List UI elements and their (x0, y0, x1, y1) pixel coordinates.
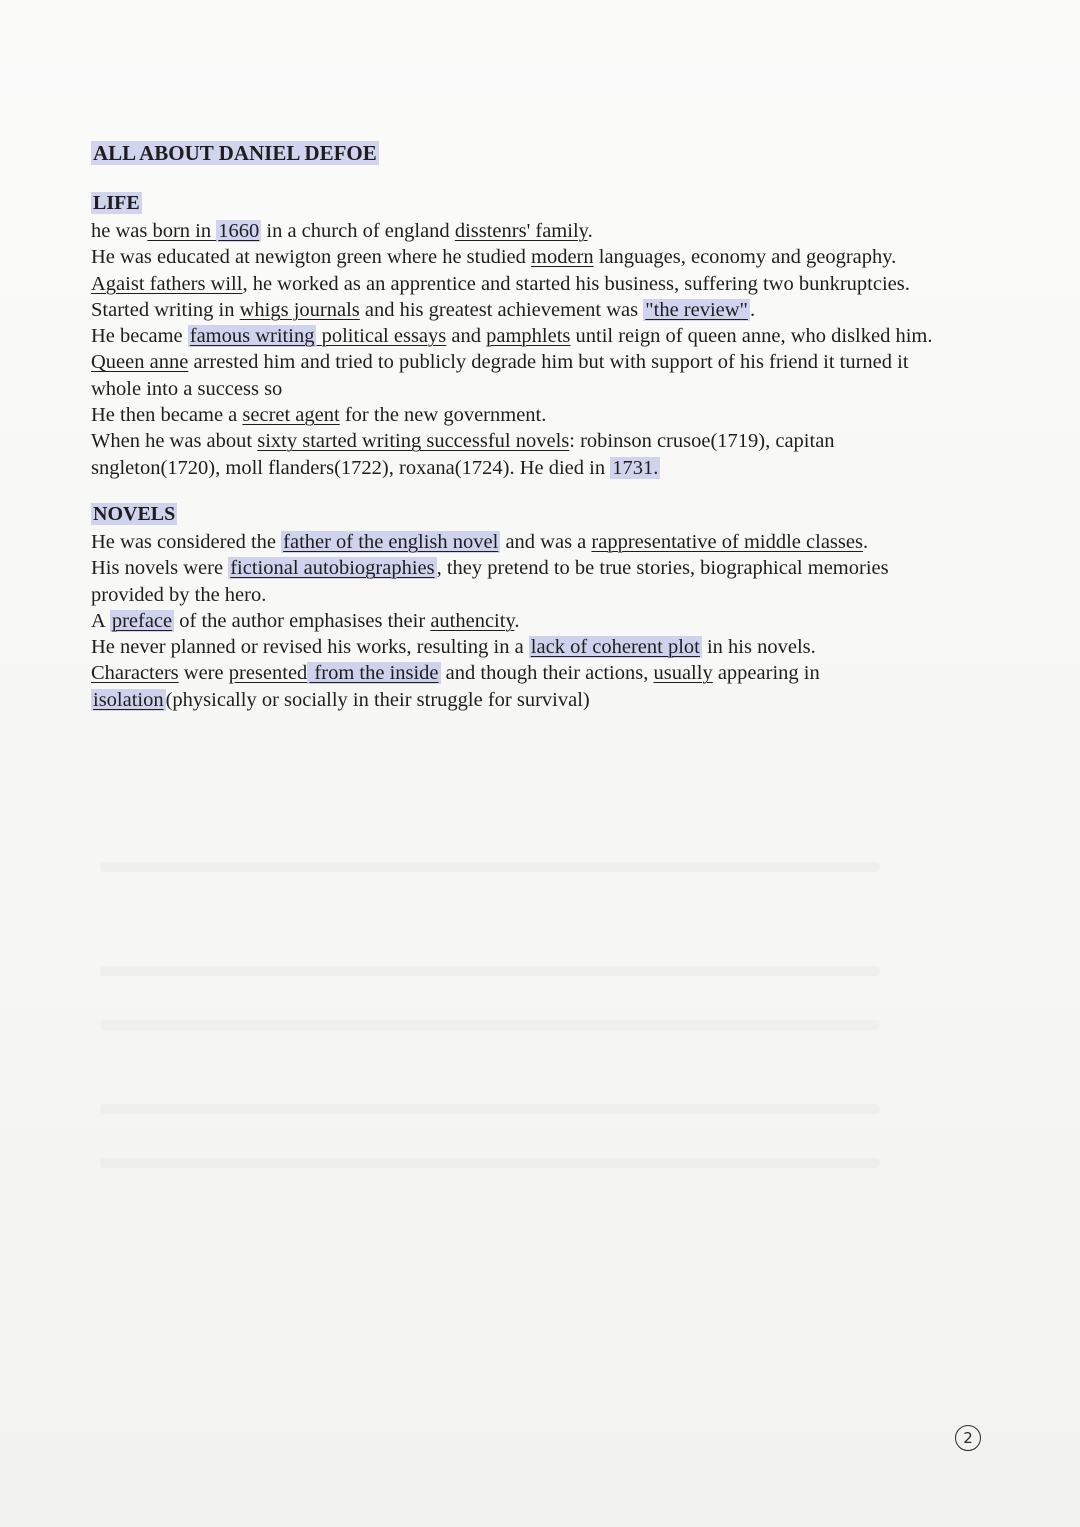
bleed-through-line (100, 1020, 880, 1030)
paragraph (91, 349, 941, 402)
section-heading-text: NOVELS (93, 502, 176, 525)
paragraph (91, 428, 941, 481)
text-run: he was (91, 220, 148, 242)
section-heading (91, 188, 941, 218)
text-run: , they pretend to be true stories, biographical memories provided by the hero. (91, 557, 889, 606)
section-novels (91, 499, 941, 713)
text-run: He then became a (91, 404, 243, 427)
text-run: and was a (500, 530, 592, 553)
highlighted-text: famous writing (189, 325, 315, 348)
text-run: , he worked as an apprentice and started his business, suffering two bunkruptcies. (242, 272, 910, 295)
paragraph (91, 660, 941, 713)
text-run: and (446, 325, 487, 348)
text-run: . (514, 609, 520, 632)
text-run: and his greatest achievement was (359, 298, 644, 321)
highlighted-text: "the review" (645, 298, 748, 321)
text-run: He was considered the (91, 530, 282, 553)
paragraph (91, 555, 941, 608)
highlighted-text: lack of coherent plot (530, 636, 700, 659)
text-run: languages, economy and geography. (593, 246, 897, 269)
underlined-text: secret agent (242, 404, 340, 427)
sections-container (91, 188, 941, 713)
underlined-text: pamphlets (486, 325, 571, 348)
document-body (91, 138, 941, 713)
underlined-text: usually (653, 662, 713, 685)
highlighted-text: fictional autobiographies (230, 557, 435, 580)
underlined-text: Agaist fathers will (91, 272, 243, 295)
text-run: appearing in (712, 662, 820, 685)
underlined-text: political essays (316, 325, 447, 348)
text-run: He became (91, 325, 188, 348)
text-run: of the author emphasises their (174, 609, 431, 632)
text-run: Started writing in (91, 298, 240, 321)
paragraph (91, 271, 941, 297)
text-run: His novels were (91, 557, 229, 580)
document-title-text: ALL ABOUT DANIEL DEFOE (93, 141, 377, 165)
text-run: . (749, 298, 756, 321)
highlighted-text: from the inside (309, 662, 439, 685)
section-heading-text: LIFE (93, 192, 140, 214)
text-run: (physically or socially in their struggle for survival) (165, 688, 590, 711)
text-run: He never planned or revised his works, resulting in a (91, 636, 529, 659)
text-run: in a church of england (261, 220, 455, 242)
highlighted-text: 1731. (612, 456, 659, 479)
highlighted-text: isolation (93, 688, 164, 711)
underlined-text: authencity (430, 609, 515, 632)
text-run: arrested him and tried to publicly degrade him but with support of his friend it turned it whole into a success so (91, 351, 909, 400)
highlighted-text: preface (111, 609, 173, 632)
underlined-text: rappresentative of middle classes (591, 530, 863, 553)
text-run: in his novels. (701, 636, 816, 659)
text-run: : robinson crusoe(1719), capitan sngleton(1720), moll flanders(1722), roxana(1724). He died in (91, 430, 835, 479)
text-run: . (862, 530, 869, 553)
text-run: A (91, 609, 110, 632)
underlined-text: disstenrs' family (454, 220, 588, 242)
bleed-through-line (100, 966, 880, 976)
text-run: for the new government. (339, 404, 547, 427)
document-title (91, 138, 941, 168)
paragraph (91, 608, 941, 634)
text-run: . (587, 220, 593, 242)
bleed-through-line (100, 862, 880, 872)
bleed-through-line (100, 1158, 880, 1168)
underlined-text: Characters (91, 662, 179, 685)
paragraph (91, 634, 941, 660)
section-heading (91, 499, 941, 529)
paragraph (91, 297, 941, 323)
paragraph (91, 323, 941, 349)
underlined-text: Queen anne (91, 351, 189, 374)
text-run: When he was about (91, 430, 258, 453)
text-run: and though their actions, (440, 662, 654, 685)
text-run: until reign of queen anne, who dislked him. (570, 325, 933, 348)
section-life (91, 188, 941, 481)
underlined-text: born in (147, 220, 217, 242)
page-number-badge: 2 (955, 1425, 981, 1451)
paragraph (91, 244, 941, 270)
underlined-text: modern (531, 246, 594, 269)
underlined-text: sixty started writing successful novels (257, 430, 570, 453)
underlined-text: whigs journals (239, 298, 360, 321)
highlighted-text: 1660 (218, 220, 260, 242)
paragraph (91, 529, 941, 555)
text-run: He was educated at newigton green where he studied (91, 246, 532, 269)
paragraph (91, 402, 941, 428)
underlined-text: presented (228, 662, 308, 685)
text-run: were (178, 662, 229, 685)
bleed-through-line (100, 1104, 880, 1114)
highlighted-text: father of the english novel (283, 530, 499, 553)
paragraph (91, 218, 941, 244)
